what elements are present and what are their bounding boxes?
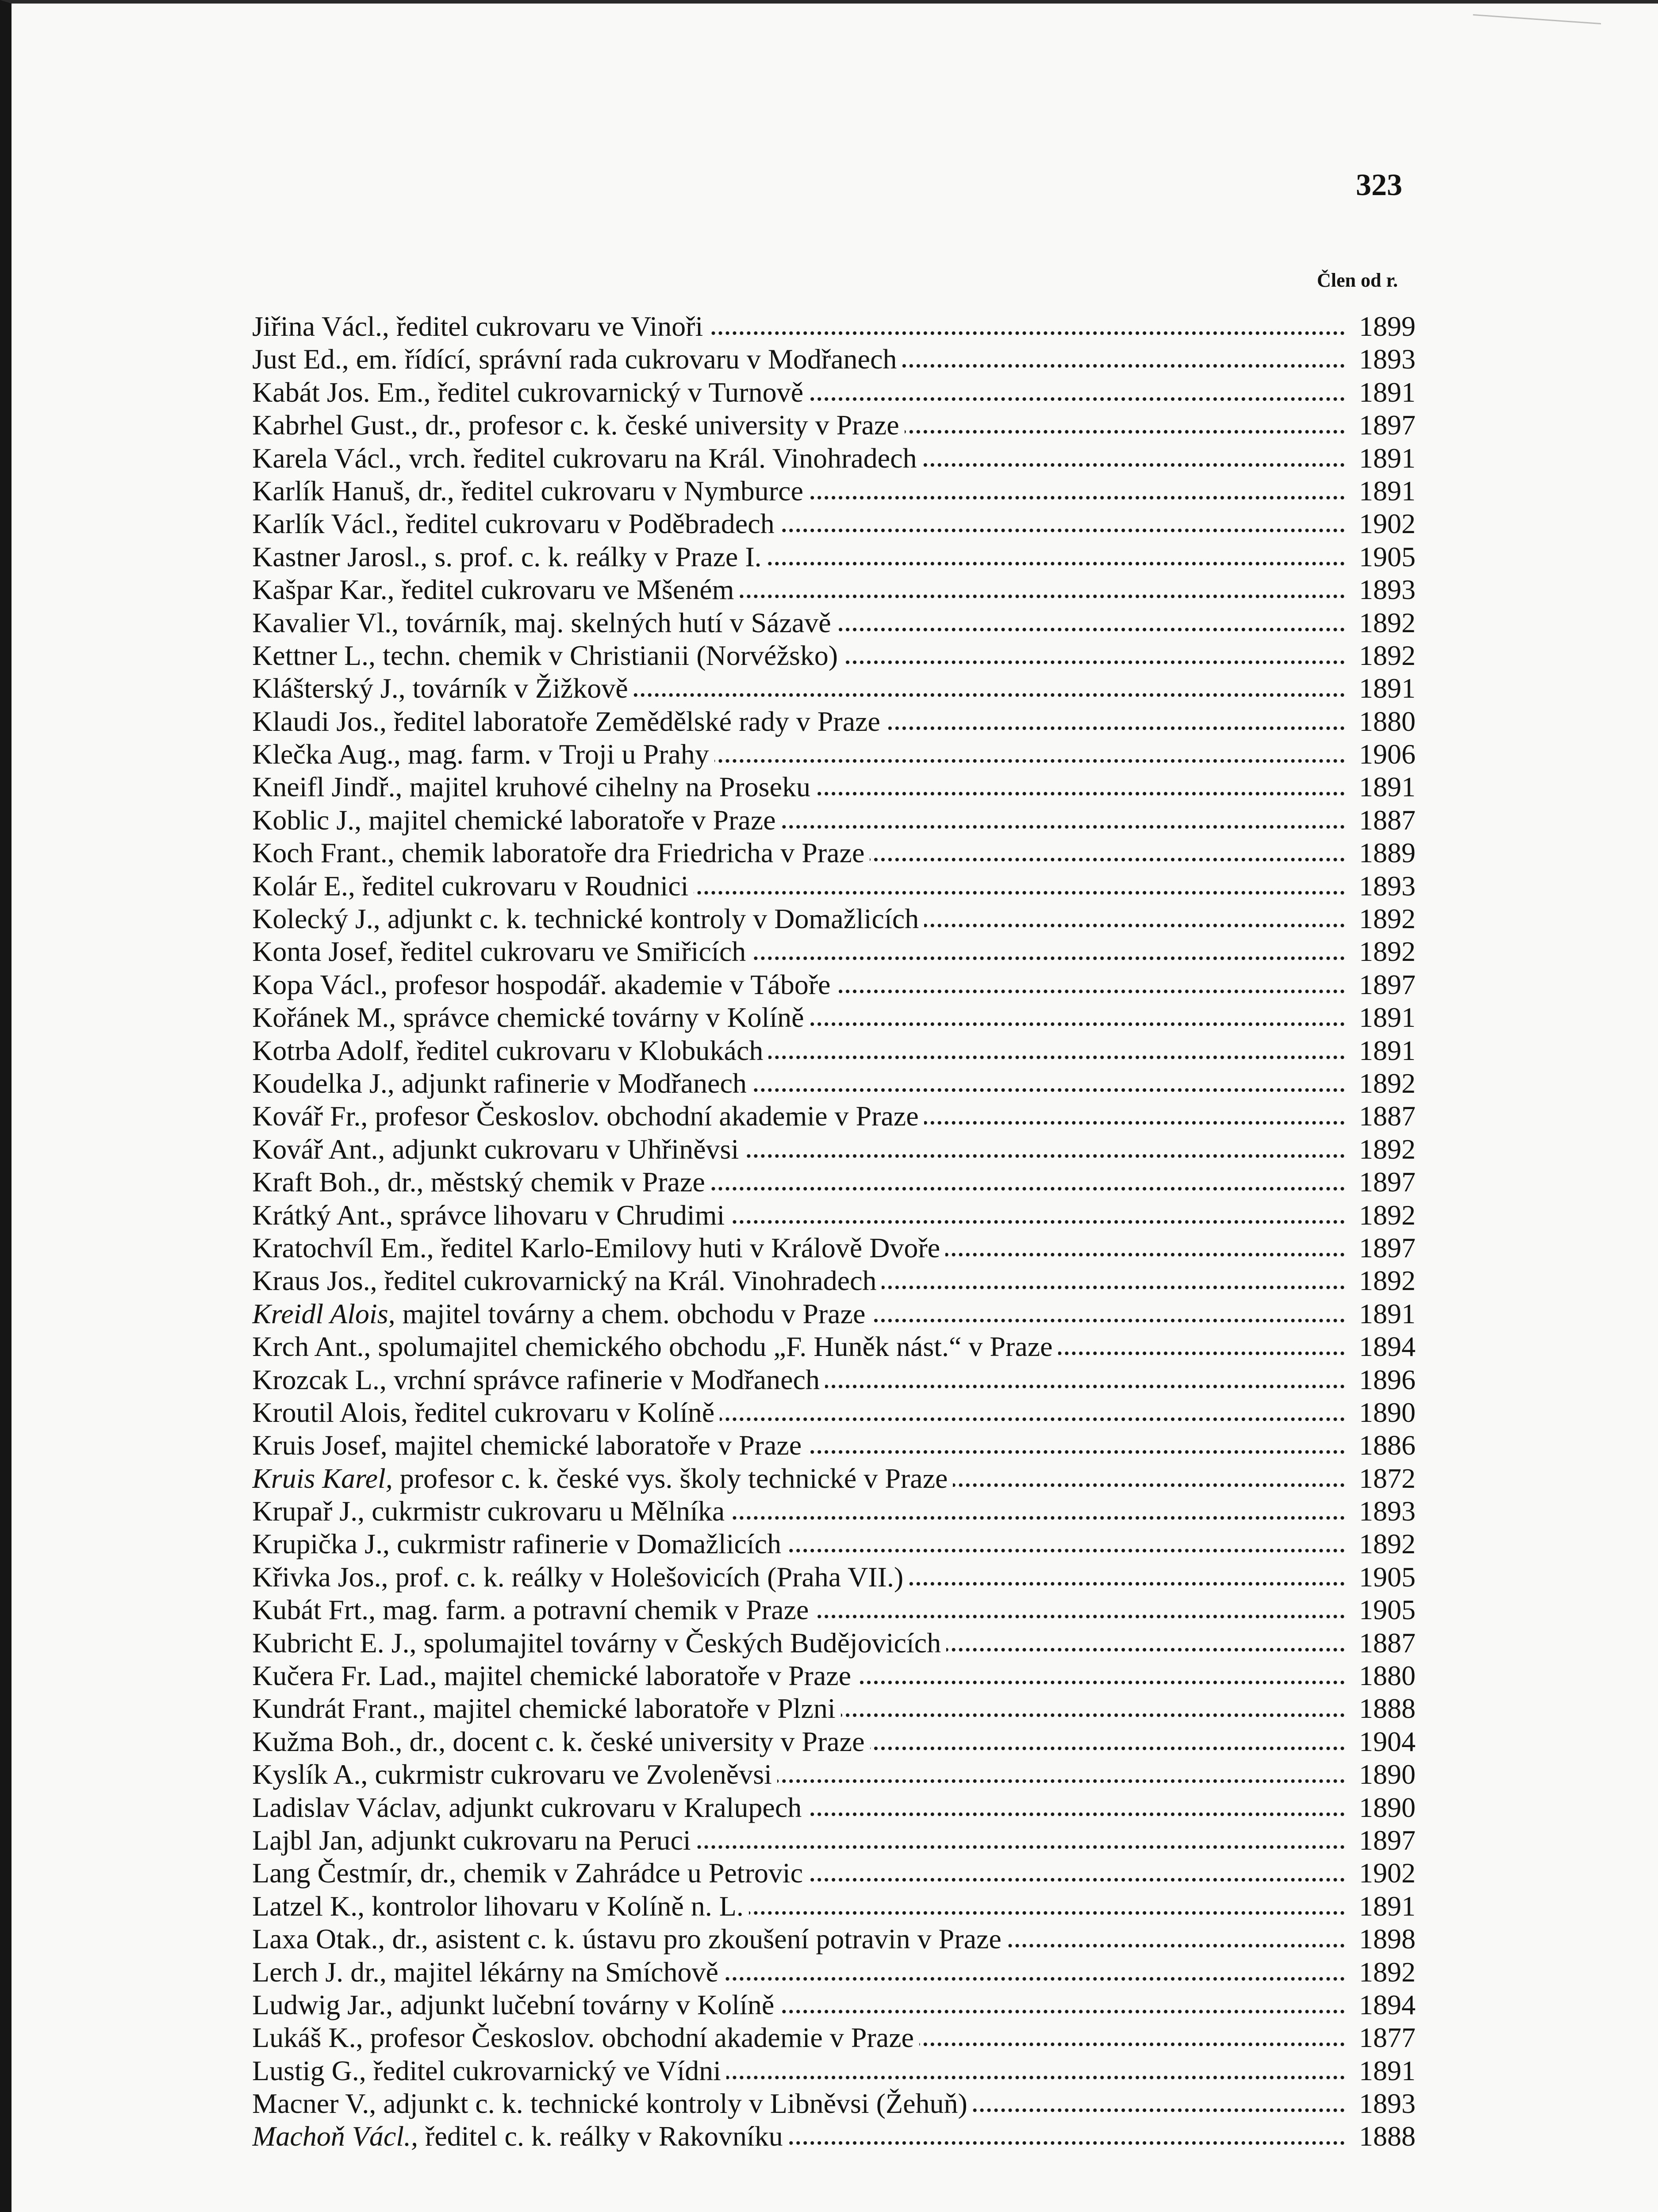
member-description: Klečka Aug., mag. farm. v Troji u Prahy	[252, 738, 709, 770]
member-name	[252, 1396, 720, 1429]
member-list	[252, 310, 1416, 2153]
member-since-year: 1890	[1359, 1791, 1416, 1823]
member-since-year: 1886	[1359, 1429, 1416, 1461]
member-since-year: 1896	[1359, 1363, 1416, 1395]
member-since-year: 1891	[1359, 1298, 1416, 1329]
member-description: Kubricht E. J., spolumajitel továrny v Českých Budějovicích	[252, 1627, 941, 1659]
list-item	[252, 1528, 1416, 1560]
member-description: Ludwig Jar., adjunkt lučební továrny v Kolíně	[252, 1989, 775, 2020]
member-description: Kopa Václ., profesor hospodář. akademie v Táboře	[252, 968, 831, 1000]
list-item	[252, 771, 1416, 803]
member-description: Kučera Fr. Lad., majitel chemické laboratoře v Praze	[252, 1660, 852, 1692]
member-since-year: 1893	[1359, 2088, 1416, 2120]
list-item	[252, 573, 1416, 606]
member-description: Koch Frant., chemik laboratoře dra Friedricha v Praze	[252, 837, 865, 869]
member-since-year: 1891	[1359, 376, 1416, 408]
member-since-year: 1892	[1359, 1133, 1416, 1165]
list-item	[252, 1758, 1416, 1791]
list-item	[252, 1034, 1416, 1067]
list-item	[252, 1791, 1416, 1824]
member-description: Kastner Jarosl., s. prof. c. k. reálky v Praze I.	[252, 541, 762, 572]
member-since-year: 1902	[1359, 1857, 1416, 1889]
member-name	[252, 1659, 856, 1692]
member-since-year: 1893	[1359, 574, 1416, 606]
member-name	[252, 1462, 953, 1495]
member-description: Křivka Jos., prof. c. k. reálky v Holešovicích (Praha VII.)	[252, 1561, 904, 1593]
list-item	[252, 968, 1416, 1001]
list-item	[252, 1495, 1416, 1528]
member-description: majitel továrny a chem. obchodu v Praze	[395, 1298, 866, 1329]
member-description: Koblic J., majitel chemické laboratoře v Praze	[252, 804, 776, 836]
member-name	[252, 1528, 787, 1560]
member-name	[252, 1232, 945, 1264]
member-name	[252, 935, 751, 968]
member-since-year: 1891	[1359, 1890, 1416, 1922]
member-since-year: 1905	[1359, 541, 1416, 572]
member-since-year: 1891	[1359, 442, 1416, 474]
member-since-year: 1892	[1359, 1956, 1416, 1988]
member-description: Karlík Hanuš, dr., ředitel cukrovaru v Nymburce	[252, 475, 803, 507]
list-item	[252, 1133, 1416, 1166]
member-description: Kovář Ant., adjunkt cukrovaru v Uhřiněvsi	[252, 1133, 739, 1165]
member-name	[252, 1330, 1058, 1363]
page-number: 323	[1356, 168, 1402, 202]
member-name	[252, 2055, 726, 2087]
member-since-year: 1887	[1359, 1100, 1416, 1132]
member-description: Jiřina Václ., ředitel cukrovaru ve Vinoři	[252, 311, 703, 342]
member-name	[252, 442, 922, 475]
member-name	[252, 1495, 730, 1528]
member-since-year: 1905	[1359, 1561, 1416, 1593]
member-since-year: 1893	[1359, 343, 1416, 375]
member-description: Kratochvíl Em., ředitel Karlo-Emilovy huti v Králově Dvoře	[252, 1232, 940, 1263]
member-description: Kolár E., ředitel cukrovaru v Roudnici	[252, 870, 689, 902]
member-name	[252, 639, 843, 672]
member-name	[252, 310, 708, 343]
member-name	[252, 376, 809, 409]
member-name-italic: Machoň Václ.,	[252, 2120, 418, 2152]
member-description: Kruis Josef, majitel chemické laboratoře v Praze	[252, 1429, 802, 1461]
member-description: Kolecký J., adjunkt c. k. technické kontroly v Domažlicích	[252, 903, 919, 935]
member-since-year: 1905	[1359, 1594, 1416, 1626]
member-name	[252, 1429, 807, 1462]
member-description: Kroutil Alois, ředitel cukrovaru v Kolíně	[252, 1396, 715, 1428]
member-name	[252, 541, 767, 573]
member-name	[252, 1001, 810, 1034]
member-since-year: 1890	[1359, 1396, 1416, 1428]
member-name	[252, 1791, 807, 1824]
member-description: Lukáš K., profesor Českoslov. obchodní akademie v Praze	[252, 2022, 914, 2054]
list-item	[252, 1989, 1416, 2021]
column-header: Člen od r.	[1317, 269, 1398, 291]
member-since-year: 1887	[1359, 804, 1416, 836]
member-name	[252, 1166, 710, 1198]
member-since-year: 1899	[1359, 311, 1416, 342]
list-item	[252, 935, 1416, 968]
list-item	[252, 2055, 1416, 2087]
member-description: Kavalier Vl., továrník, maj. skelných hutí v Sázavě	[252, 607, 831, 638]
member-since-year: 1904	[1359, 1725, 1416, 1757]
member-since-year: 1897	[1359, 409, 1416, 441]
list-item	[252, 1857, 1416, 1889]
member-name	[252, 1199, 730, 1232]
member-description: ředitel c. k. reálky v Rakovníku	[418, 2120, 783, 2152]
member-description: Lustig G., ředitel cukrovarnický ve Vídni	[252, 2055, 721, 2086]
member-name	[252, 1034, 768, 1067]
member-name	[252, 607, 837, 639]
member-name	[252, 804, 781, 837]
list-item	[252, 2120, 1416, 2153]
member-description: Karela Václ., vrch. ředitel cukrovaru na Král. Vinohradech	[252, 442, 917, 474]
member-since-year: 1897	[1359, 1824, 1416, 1856]
list-item	[252, 1264, 1416, 1297]
member-name	[252, 672, 633, 705]
list-item	[252, 1594, 1416, 1626]
member-description: Lang Čestmír, dr., chemik v Zahrádce u Petrovic	[252, 1857, 803, 1889]
member-since-year: 1893	[1359, 1495, 1416, 1527]
member-name	[252, 1561, 909, 1594]
member-description: Krozcak L., vrchní správce rafinerie v Modřanech	[252, 1363, 820, 1395]
list-item	[252, 442, 1416, 475]
member-description: Krupař J., cukrmistr cukrovaru u Mělníka	[252, 1495, 725, 1527]
member-name	[252, 1989, 779, 2021]
member-description: Kabrhel Gust., dr., profesor c. k. české university v Praze	[252, 409, 899, 441]
member-description: Kořánek M., správce chemické továrny v Kolíně	[252, 1002, 804, 1033]
member-since-year: 1891	[1359, 475, 1416, 507]
list-item	[252, 541, 1416, 573]
member-name	[252, 1923, 1007, 1955]
list-item	[252, 1232, 1416, 1264]
member-since-year: 1880	[1359, 1660, 1416, 1692]
member-name	[252, 1067, 752, 1100]
member-name	[252, 705, 886, 738]
member-since-year: 1898	[1359, 1923, 1416, 1955]
member-description: Lajbl Jan, adjunkt cukrovaru na Peruci	[252, 1824, 691, 1856]
member-name	[252, 1857, 808, 1889]
member-name	[252, 1264, 882, 1297]
list-item	[252, 409, 1416, 442]
member-since-year: 1897	[1359, 1232, 1416, 1263]
list-item	[252, 376, 1416, 409]
list-item	[252, 343, 1416, 376]
member-description: Ladislav Václav, adjunkt cukrovaru v Kralupech	[252, 1791, 802, 1823]
member-since-year: 1877	[1359, 2022, 1416, 2054]
list-item	[252, 804, 1416, 837]
member-since-year: 1890	[1359, 1759, 1416, 1790]
list-item	[252, 1692, 1416, 1725]
member-name	[252, 1956, 724, 1989]
member-since-year: 1897	[1359, 968, 1416, 1000]
member-since-year: 1872	[1359, 1462, 1416, 1494]
list-item	[252, 1298, 1416, 1330]
member-description: Krátký Ant., správce lihovaru v Chrudimi	[252, 1199, 725, 1231]
member-since-year: 1892	[1359, 1067, 1416, 1099]
member-description: Lerch J. dr., majitel lékárny na Smíchově	[252, 1956, 718, 1988]
member-description: Just Ed., em. řídící, správní rada cukrovaru v Modřanech	[252, 343, 897, 375]
member-name-italic: Kreidl Alois,	[252, 1298, 395, 1329]
member-description: Kettner L., techn. chemik v Christianii (Norvéžsko)	[252, 639, 838, 671]
member-since-year: 1891	[1359, 771, 1416, 803]
member-name	[252, 573, 739, 606]
member-since-year: 1902	[1359, 508, 1416, 540]
member-since-year: 1891	[1359, 1034, 1416, 1066]
member-description: Kubát Frt., mag. farm. a potravní chemik v Praze	[252, 1594, 809, 1626]
member-name	[252, 870, 694, 902]
member-name	[252, 2087, 973, 2120]
member-description: Klášterský J., továrník v Žižkově	[252, 672, 628, 704]
member-name	[252, 2021, 919, 2054]
member-since-year: 1892	[1359, 607, 1416, 638]
member-name	[252, 738, 714, 771]
member-since-year: 1892	[1359, 639, 1416, 671]
list-item	[252, 507, 1416, 540]
member-name	[252, 1627, 946, 1659]
list-item	[252, 1429, 1416, 1462]
member-since-year: 1888	[1359, 2120, 1416, 2152]
member-since-year: 1891	[1359, 672, 1416, 704]
scan-artifact	[1472, 14, 1601, 42]
list-item	[252, 639, 1416, 672]
member-name	[252, 1133, 744, 1166]
list-item	[252, 1330, 1416, 1363]
member-description: Kraft Boh., dr., městský chemik v Praze	[252, 1166, 705, 1198]
list-item	[252, 1659, 1416, 1692]
member-since-year: 1891	[1359, 2055, 1416, 2086]
member-since-year: 1887	[1359, 1627, 1416, 1659]
member-description: Latzel K., kontrolor lihovaru v Kolíně n. L.	[252, 1890, 744, 1922]
member-since-year: 1888	[1359, 1693, 1416, 1724]
list-item	[252, 1166, 1416, 1198]
list-item	[252, 1561, 1416, 1594]
member-since-year: 1889	[1359, 837, 1416, 869]
list-item	[252, 1725, 1416, 1758]
member-description: Kužma Boh., dr., docent c. k. české university v Praze	[252, 1725, 865, 1757]
member-name	[252, 475, 809, 507]
list-item	[252, 870, 1416, 902]
list-item	[252, 1956, 1416, 1989]
list-item	[252, 837, 1416, 869]
member-description: Klaudi Jos., ředitel laboratoře Zemědělské rady v Praze	[252, 705, 880, 737]
member-description: Kundrát Frant., majitel chemické laboratoře v Plzni	[252, 1693, 836, 1724]
member-description: Karlík Václ., ředitel cukrovaru v Poděbradech	[252, 508, 775, 540]
member-name	[252, 837, 870, 869]
list-item	[252, 475, 1416, 507]
list-item	[252, 902, 1416, 935]
member-name	[252, 902, 924, 935]
member-name	[252, 409, 905, 442]
list-item	[252, 1199, 1416, 1232]
list-item	[252, 1923, 1416, 1955]
member-description: profesor c. k. české vys. školy technické v Praze	[392, 1462, 948, 1494]
member-name	[252, 2120, 788, 2153]
list-item	[252, 1890, 1416, 1923]
member-description: Kotrba Adolf, ředitel cukrovaru v Klobukách	[252, 1034, 764, 1066]
member-description: Krupička J., cukrmistr rafinerie v Domažlicích	[252, 1528, 781, 1560]
list-item	[252, 2087, 1416, 2120]
member-since-year: 1892	[1359, 1199, 1416, 1231]
list-item	[252, 672, 1416, 705]
member-since-year: 1891	[1359, 1002, 1416, 1033]
member-name-italic: Kruis Karel,	[252, 1462, 393, 1494]
member-description: Kyslík A., cukrmistr cukrovaru ve Zvoleněvsi	[252, 1759, 772, 1790]
list-item	[252, 1824, 1416, 1857]
member-name	[252, 1890, 749, 1923]
member-name	[252, 1758, 777, 1791]
member-since-year: 1897	[1359, 1166, 1416, 1198]
member-name	[252, 1298, 871, 1330]
member-description: Koudelka J., adjunkt rafinerie v Modřanech	[252, 1067, 747, 1099]
member-since-year: 1892	[1359, 1528, 1416, 1560]
member-name	[252, 1594, 814, 1626]
member-since-year: 1880	[1359, 705, 1416, 737]
member-name	[252, 1363, 825, 1396]
member-since-year: 1892	[1359, 903, 1416, 935]
list-item	[252, 1462, 1416, 1495]
member-description: Kašpar Kar., ředitel cukrovaru ve Mšeném	[252, 574, 734, 606]
member-name	[252, 507, 780, 540]
member-since-year: 1892	[1359, 1265, 1416, 1297]
list-item	[252, 310, 1416, 343]
list-item	[252, 1067, 1416, 1100]
list-item	[252, 738, 1416, 771]
list-item	[252, 705, 1416, 738]
list-item	[252, 1001, 1416, 1034]
member-name	[252, 1100, 924, 1133]
member-name	[252, 771, 816, 803]
member-description: Macner V., adjunkt c. k. technické kontroly v Libněvsi (Žehuň)	[252, 2088, 967, 2120]
member-description: Konta Josef, ředitel cukrovaru ve Smiřicích	[252, 936, 746, 968]
member-description: Laxa Otak., dr., asistent c. k. ústavu pro zkoušení potravin v Praze	[252, 1923, 1002, 1955]
list-item	[252, 1396, 1416, 1429]
member-name	[252, 343, 902, 376]
list-item	[252, 607, 1416, 639]
member-name	[252, 1824, 696, 1857]
list-item	[252, 1627, 1416, 1659]
member-since-year: 1893	[1359, 870, 1416, 902]
member-description: Krch Ant., spolumajitel chemického obchodu „F. Huněk nást.“ v Praze	[252, 1331, 1053, 1363]
member-since-year: 1894	[1359, 1331, 1416, 1363]
member-since-year: 1894	[1359, 1989, 1416, 2020]
member-description: Kneifl Jindř., majitel kruhové cihelny na Proseku	[252, 771, 810, 803]
list-item	[252, 1363, 1416, 1396]
list-item	[252, 2021, 1416, 2054]
member-description: Kraus Jos., ředitel cukrovarnický na Král. Vinohradech	[252, 1265, 877, 1297]
list-item	[252, 1100, 1416, 1133]
member-name	[252, 968, 836, 1001]
member-description: Kovář Fr., profesor Českoslov. obchodní akademie v Praze	[252, 1100, 919, 1132]
member-description: Kabát Jos. Em., ředitel cukrovarnický v Turnově	[252, 376, 803, 408]
member-since-year: 1906	[1359, 738, 1416, 770]
member-name	[252, 1725, 870, 1758]
member-since-year: 1892	[1359, 936, 1416, 968]
member-name	[252, 1692, 841, 1725]
